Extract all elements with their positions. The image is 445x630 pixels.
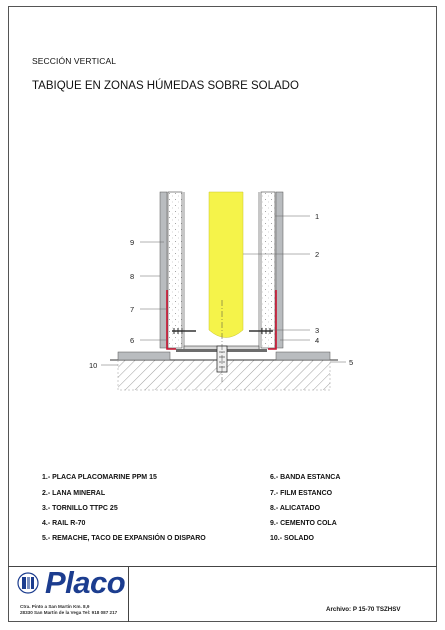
legend-item-4: 4.- RAIL R-70 [42,520,86,527]
callout-7: 7 [130,305,135,314]
legend-item-3: 3.- TORNILLO TTPC 25 [42,505,118,512]
callout-10: 10 [89,361,98,370]
callout-5: 5 [349,358,354,367]
legend-item-7: 7.- FILM ESTANCO [270,490,333,497]
callout-2: 2 [315,250,320,259]
legend-item-5: 5.- REMACHE, TACO DE EXPANSIÓN O DISPARO [42,535,206,542]
drawing-title: TABIQUE EN ZONAS HÚMEDAS SOBRE SOLADO [32,80,299,92]
legend-item-8: 8.- ALICATADO [270,505,321,512]
brand-logo: Placo [45,565,126,600]
wall-tile-right [276,192,283,348]
legend-item-10: 10.- SOLADO [270,535,314,542]
callout-8: 8 [130,272,135,281]
legend-item-9: 9.- CEMENTO COLA [270,520,337,527]
address-line-2: 28330 San Martín de la Vega Tel: 918 087 217 [20,610,118,615]
legend-item-2: 2.- LANA MINERAL [42,490,106,497]
address-line-1: Ctra. Pinto a San Martín Km. 8,9 [20,604,90,609]
callout-1: 1 [315,212,320,221]
board-right [261,192,275,348]
board-left [168,192,182,348]
callout-6: 6 [130,336,135,345]
wall-tile-left [160,192,167,348]
mineral-wool [209,192,243,338]
archive-code: Archivo: P 15-70 TSZHSV [326,606,401,613]
callout-4: 4 [315,336,320,345]
legend-item-1: 1.- PLACA PLACOMARINE PPM 15 [42,474,157,481]
legend-item-6: 6.- BANDA ESTANCA [270,474,341,481]
section-subtitle: SECCIÓN VERTICAL [32,56,117,66]
callout-9: 9 [130,238,135,247]
footer-separator [128,567,129,622]
callout-3: 3 [315,326,320,335]
placo-logo-icon [17,572,39,594]
